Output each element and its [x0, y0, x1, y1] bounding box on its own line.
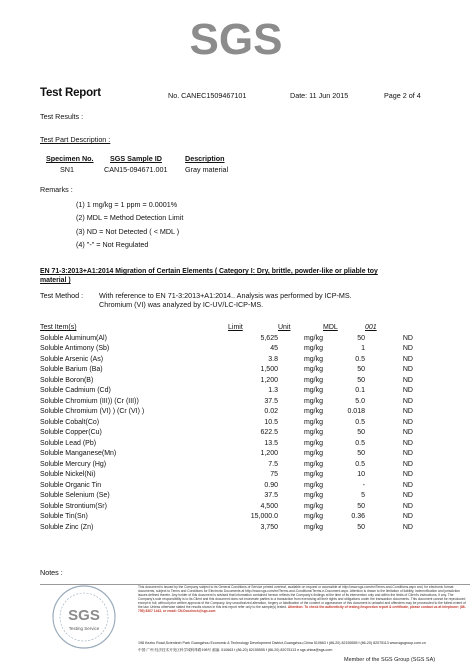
mdl-cell: 50 [357, 376, 365, 384]
test-item-cell: Soluble Chromium (III)) (Cr (III)) [40, 397, 139, 405]
report-date: Date: 11 Jun 2015 [290, 91, 349, 100]
table-row [40, 376, 413, 387]
result-001-cell: ND [402, 492, 413, 499]
table-row [40, 491, 413, 502]
test-item-cell: Soluble Cobalt(Co) [40, 418, 100, 426]
unit-cell: mg/kg [303, 345, 323, 352]
table-row [40, 460, 413, 471]
result-001-cell: ND [402, 439, 413, 447]
mdl-cell: 0.018 [347, 408, 365, 415]
seal-text: SGS [68, 607, 100, 624]
disclaimer-text: This document is issued by the Company subject to its General Conditions of Service printed overleaf, available on request or accessible at http://www.sgs.com/en/Terms-and-Conditions.aspx and, for electronic format documents, subject to Terms and Conditions for Electronic Documents at http://www.sgs.com/en/Terms-and-Conditions/Terms-e-Document.aspx. Attention is drawn to the limitation of liability, indemnification and jurisdiction issues defined therein. Any holder of this document is advised that information contained hereon reflects the Company's findings at the time of its intervention only and within the limits of Client's instructions, if any. The Company's sole responsibility is to its Client and this document does not exonerate parties to a transaction from exercising all their rights and obligations under the transaction documents. This document cannot be reproduced except in full, without prior written approval of the Company. Any unauthorized alteration, forgery or falsification of the content or appearance of this document is unlawful and offenders may be prosecuted to the fullest extent of the law. Unless otherwise stated the results shown in this test report refer only to the sample(s) tested. [138, 585, 466, 609]
unit-cell: mg/kg [303, 408, 323, 415]
limit-cell: 1.3 [268, 387, 278, 394]
result-001-cell: ND [402, 345, 413, 352]
unit-cell: mg/kg [303, 376, 323, 384]
limit-cell: 10.5 [264, 418, 278, 426]
result-001-cell: ND [402, 471, 413, 478]
results-header-row [40, 323, 413, 334]
test-item-cell: Soluble Organic Tin [40, 481, 102, 489]
table-row [40, 397, 413, 408]
test-item-cell: Soluble Strontium(Sr) [40, 502, 107, 510]
result-001-cell: ND [402, 513, 413, 520]
address-line-cn: 中国·广州·经济技术开发区科学城科珠路198号 邮编: 510663 t (86-20) 82155555 f (86-20) 82075113 e sgs.china@sgs.com [138, 648, 333, 652]
sgs-logo [190, 14, 282, 60]
limit-cell: 0.90 [264, 481, 278, 489]
test-item-cell: Soluble Antimony (Sb) [40, 345, 110, 352]
footer-disclaimer [138, 585, 468, 613]
limit-cell: 37.5 [264, 397, 278, 405]
test-method-line1: With reference to EN 71-3:2013+A1:2014.. Analysis was performed by ICP-MS. [99, 291, 352, 300]
table-row [40, 355, 413, 366]
mdl-cell: 0.5 [355, 439, 365, 447]
remark-item: (4) "-" = Not Regulated [76, 240, 149, 249]
unit-cell: mg/kg [303, 460, 323, 468]
mdl-cell: 0.5 [355, 418, 365, 426]
table-row [40, 439, 413, 450]
test-results-label: Test Results : [40, 112, 84, 121]
specimen-header-no: Specimen No. [46, 154, 94, 163]
table-row [40, 334, 413, 345]
report-number: No. CANEC1509467101 [168, 91, 247, 100]
table-row [40, 365, 413, 376]
limit-cell: 3.8 [268, 355, 278, 363]
remarks-label: Remarks : [40, 185, 73, 194]
limit-cell: 5,625 [260, 334, 278, 342]
test-item-cell: Soluble Arsenic (As) [40, 355, 104, 363]
result-001-cell: ND [402, 460, 413, 468]
result-001-cell: ND [402, 429, 413, 436]
limit-cell: 13.5 [264, 439, 278, 447]
limit-cell: 622.5 [260, 429, 278, 436]
col-header-limit: Limit [228, 324, 243, 331]
table-row [40, 481, 413, 492]
specimen-header-description: Description [185, 154, 225, 163]
mdl-cell: 0.5 [355, 355, 365, 363]
col-header-unit: Unit [278, 324, 291, 331]
report-title: Test Report [40, 87, 101, 99]
unit-cell: mg/kg [303, 418, 323, 426]
unit-cell: mg/kg [303, 481, 323, 489]
test-item-cell: Soluble Barium (Ba) [40, 366, 103, 373]
col-header-test-item: Test Item(s) [40, 324, 77, 331]
test-method-label: Test Method : [40, 291, 84, 300]
limit-cell: 7.5 [268, 460, 278, 468]
mdl-cell: - [362, 481, 365, 489]
col-header-mdl: MDL [323, 324, 338, 331]
result-001-cell: ND [402, 418, 413, 426]
table-row [40, 523, 413, 534]
unit-cell: mg/kg [303, 355, 323, 363]
result-001-cell: ND [402, 397, 413, 405]
limit-cell: 15,000.0 [250, 513, 278, 520]
result-001-cell: ND [402, 376, 413, 384]
test-method-line2: Chromium (VI) was analyzed by IC-UV/LC-ICP-MS. [99, 300, 264, 309]
test-item-cell: Soluble Cadmium (Cd) [40, 387, 111, 394]
table-row [40, 344, 413, 355]
mdl-cell: 50 [357, 450, 365, 457]
table-row [40, 418, 413, 429]
test-item-cell: Soluble Selenium (Se) [40, 492, 110, 499]
table-row [40, 470, 413, 481]
mdl-cell: 0.1 [355, 387, 365, 394]
limit-cell: 0.02 [264, 408, 278, 415]
limit-cell: 1,500 [260, 366, 278, 373]
table-row [40, 449, 413, 460]
unit-cell: mg/kg [303, 334, 323, 342]
remark-item: (1) 1 mg/kg = 1 ppm = 0.0001% [76, 200, 178, 209]
results-table [40, 323, 413, 533]
mdl-cell: 1 [361, 345, 365, 352]
test-item-cell: Soluble Nickel(Ni) [40, 471, 96, 478]
test-item-cell: Soluble Copper(Cu) [40, 429, 102, 436]
result-001-cell: ND [402, 523, 413, 531]
test-item-cell: Soluble Boron(B) [40, 376, 94, 384]
logo-text: SGS [190, 15, 282, 60]
specimen-description: Gray material [185, 165, 229, 174]
test-item-cell: Soluble Tin(Sn) [40, 513, 88, 520]
unit-cell: mg/kg [303, 471, 323, 478]
mdl-cell: 0.5 [355, 460, 365, 468]
limit-cell: 1,200 [260, 450, 278, 457]
limit-cell: 75 [270, 471, 278, 478]
page-number: Page 2 of 4 [384, 91, 421, 100]
remark-item: (2) MDL = Method Detection Limit [76, 213, 184, 222]
unit-cell: mg/kg [303, 523, 323, 531]
result-001-cell: ND [402, 366, 413, 373]
test-item-cell: Soluble Mercury (Hg) [40, 460, 107, 468]
table-row [40, 502, 413, 513]
mdl-cell: 50 [357, 334, 365, 342]
unit-cell: mg/kg [303, 513, 323, 520]
seal-subtext: Testing Service [68, 626, 100, 631]
limit-cell: 37.5 [264, 492, 278, 499]
unit-cell: mg/kg [303, 439, 323, 447]
unit-cell: mg/kg [303, 502, 323, 510]
table-row [40, 512, 413, 523]
part-description-label: Test Part Description : [40, 135, 111, 144]
limit-cell: 45 [270, 345, 278, 352]
sgs-group-member: Member of the SGS Group (SGS SA) [344, 657, 436, 663]
mdl-cell: 10 [357, 471, 365, 478]
sgs-seal [34, 583, 134, 655]
col-header-sample-001: 001 [365, 324, 377, 331]
unit-cell: mg/kg [303, 429, 323, 436]
specimen-no: SN1 [60, 165, 74, 174]
authenticity-notice: Attention: To check the authenticity of testing /inspection report & certificate, please contact us at telephone: (86-755) 8307 1443, or email: CN.Doccheck@sgs.com [138, 605, 466, 613]
test-item-cell: Soluble Aluminum(Al) [40, 334, 107, 342]
unit-cell: mg/kg [303, 366, 323, 373]
unit-cell: mg/kg [303, 492, 323, 499]
mdl-cell: 50 [357, 366, 365, 373]
result-001-cell: ND [402, 334, 413, 342]
table-row [40, 386, 413, 397]
test-item-cell: Soluble Lead (Pb) [40, 439, 97, 447]
table-row [40, 428, 413, 439]
mdl-cell: 50 [357, 523, 365, 531]
result-001-cell: ND [402, 481, 413, 489]
result-001-cell: ND [402, 408, 413, 415]
result-001-cell: ND [402, 450, 413, 457]
address-line-en: 198 Kezhu Road,Scientech Park Guangzhou Economic & Technology Development District,Guangzhou,China 510663 t (86-20) 82155555 f (86-20) 82075113 www.sgsgroup.com.cn [138, 641, 426, 645]
unit-cell: mg/kg [303, 450, 323, 457]
mdl-cell: 50 [357, 429, 365, 436]
mdl-cell: 0.36 [351, 513, 365, 520]
test-item-cell: Soluble Manganese(Mn) [40, 450, 117, 457]
mdl-cell: 50 [357, 502, 365, 510]
mdl-cell: 5 [361, 492, 365, 499]
test-item-cell: Soluble Zinc (Zn) [40, 523, 94, 531]
specimen-header-sgs-id: SGS Sample ID [110, 154, 162, 163]
limit-cell: 4,500 [260, 502, 278, 510]
limit-cell: 1,200 [260, 376, 278, 384]
notes-label: Notes : [40, 568, 63, 577]
section-heading-line2: material ) [40, 277, 71, 284]
specimen-sgs-id: CAN15-094671.001 [104, 165, 168, 174]
test-item-cell: Soluble Chromium (VI) ) (Cr (VI) ) [40, 408, 145, 415]
unit-cell: mg/kg [303, 387, 323, 394]
result-001-cell: ND [402, 387, 413, 394]
unit-cell: mg/kg [303, 397, 323, 405]
section-heading-line1: EN 71-3:2013+A1:2014 Migration of Certain Elements ( Category I: Dry, brittle, powder-like or pliable toy [40, 268, 378, 275]
result-001-cell: ND [402, 502, 413, 510]
mdl-cell: 5.0 [355, 397, 365, 405]
result-001-cell: ND [402, 355, 413, 363]
remark-item: (3) ND = Not Detected ( < MDL ) [76, 227, 180, 236]
limit-cell: 3,750 [260, 523, 278, 531]
table-row [40, 407, 413, 418]
